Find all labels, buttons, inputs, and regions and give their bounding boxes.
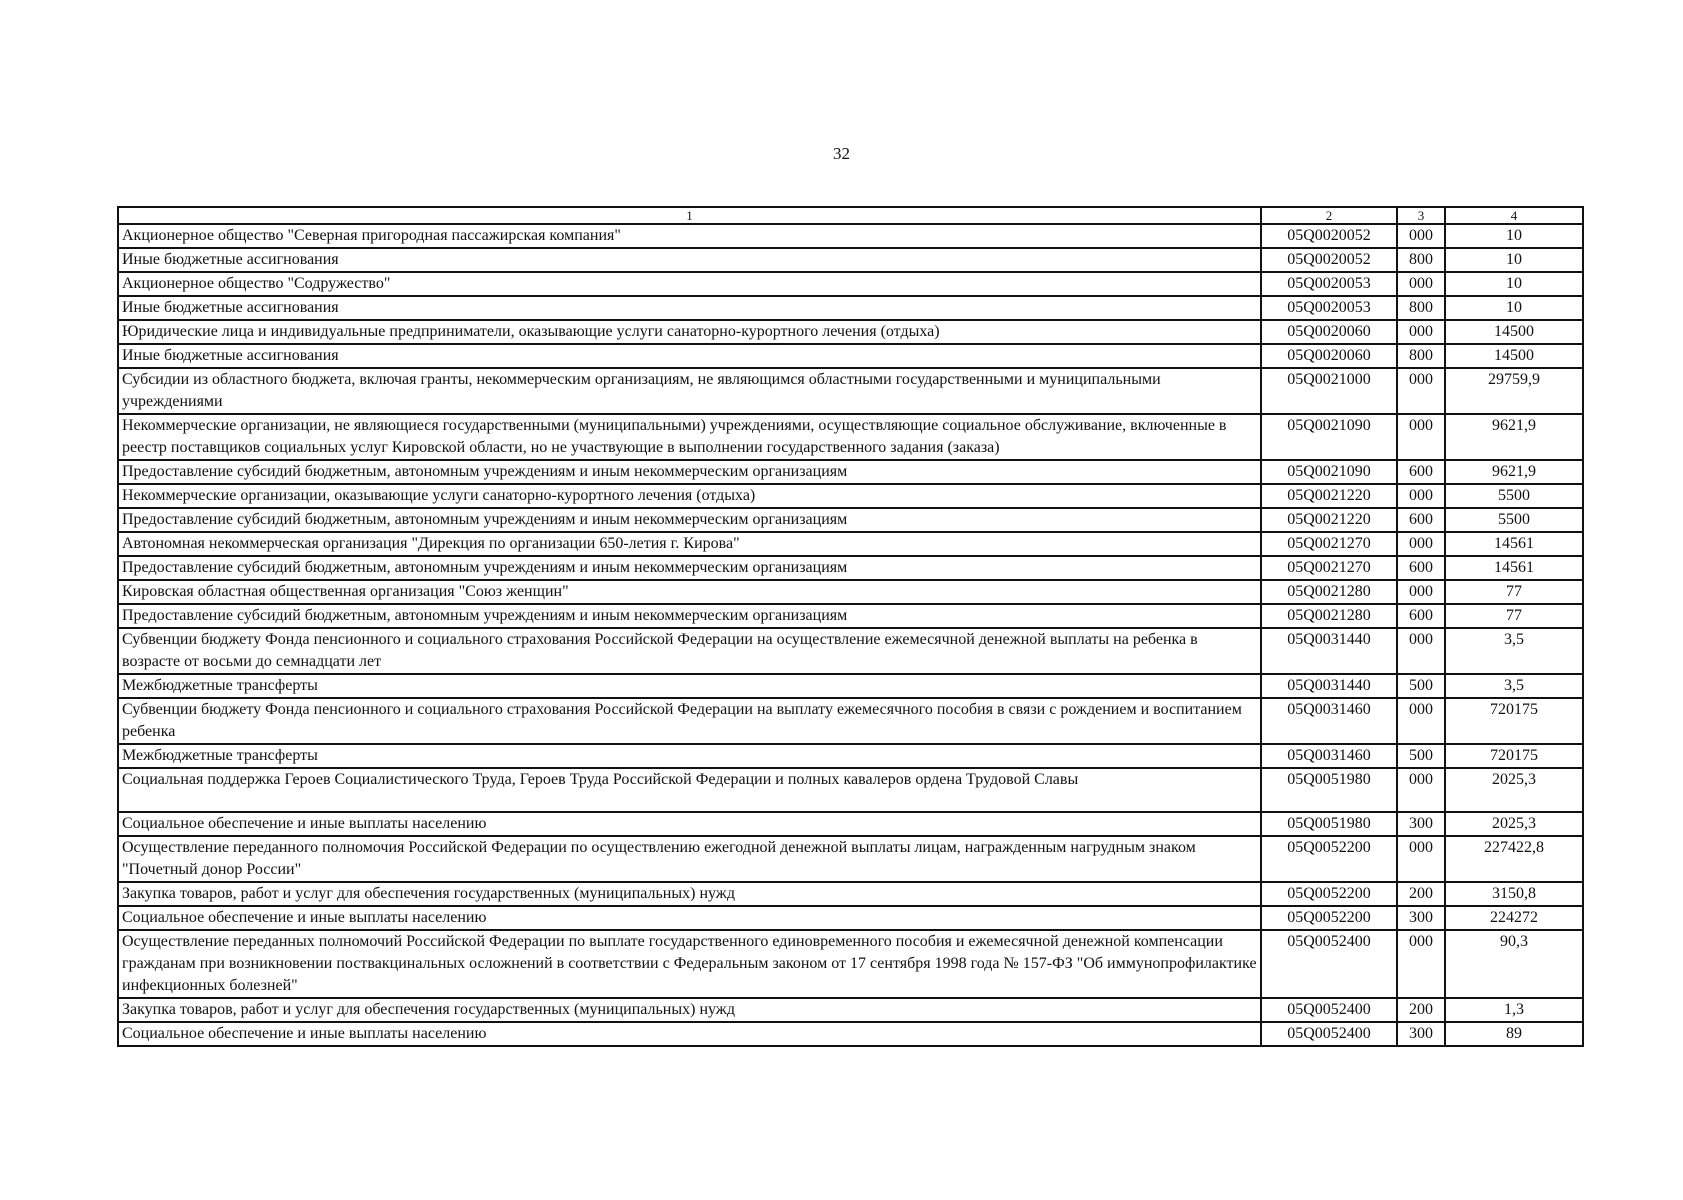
row-vr-cell: 000 [1397, 368, 1445, 414]
row-code-cell: 05Q0031440 [1261, 628, 1397, 674]
row-vr-cell: 800 [1397, 296, 1445, 320]
table-row [118, 344, 1583, 368]
row-name-cell: Социальная поддержка Героев Социалистического Труда, Героев Труда Российской Федерации и полных кавалеров ордена Трудовой Славы [118, 768, 1261, 812]
table-row [118, 508, 1583, 532]
row-sum-cell: 3,5 [1445, 628, 1583, 674]
table-row [118, 556, 1583, 580]
table-row [118, 224, 1583, 248]
table-row [118, 628, 1583, 674]
row-code-cell: 05Q0020060 [1261, 320, 1397, 344]
row-sum-cell: 224272 [1445, 906, 1583, 930]
row-name-cell: Субвенции бюджету Фонда пенсионного и социального страхования Российской Федерации на осуществление ежемесячной денежной выплаты на ребенка в возрасте от восьми до семнадцати лет [118, 628, 1261, 674]
row-name-cell: Предоставление субсидий бюджетным, автономным учреждениям и иным некоммерческим организациям [118, 604, 1261, 628]
row-vr-cell: 600 [1397, 604, 1445, 628]
column-header-2: 2 [1261, 207, 1397, 224]
table-row [118, 460, 1583, 484]
row-code-cell: 05Q0052400 [1261, 1022, 1397, 1046]
row-name-cell: Некоммерческие организации, не являющиеся государственными (муниципальными) учреждениями, осуществляющие социальное обслуживание, включенные в реестр поставщиков социальных услуг Кировской области, но не участвующие в выполнении государственного задания (заказа) [118, 414, 1261, 460]
row-vr-cell: 300 [1397, 906, 1445, 930]
row-name-cell: Закупка товаров, работ и услуг для обеспечения государственных (муниципальных) нужд [118, 882, 1261, 906]
row-name-cell: Межбюджетные трансферты [118, 674, 1261, 698]
row-sum-cell: 9621,9 [1445, 414, 1583, 460]
table-row [118, 882, 1583, 906]
row-name-cell: Предоставление субсидий бюджетным, автономным учреждениям и иным некоммерческим организациям [118, 460, 1261, 484]
row-name-cell: Субсидии из областного бюджета, включая гранты, некоммерческим организациям, не являющимся областными государственными и муниципальными учреждениями [118, 368, 1261, 414]
row-name-cell: Автономная некоммерческая организация "Дирекция по организации 650-летия г. Кирова" [118, 532, 1261, 556]
page-number: 32 [833, 144, 850, 163]
row-name-cell: Предоставление субсидий бюджетным, автономным учреждениям и иным некоммерческим организациям [118, 556, 1261, 580]
table-row [118, 998, 1583, 1022]
row-name-cell: Иные бюджетные ассигнования [118, 344, 1261, 368]
row-sum-cell: 14500 [1445, 320, 1583, 344]
row-code-cell: 05Q0021220 [1261, 484, 1397, 508]
table-row [118, 906, 1583, 930]
row-name-cell: Иные бюджетные ассигнования [118, 248, 1261, 272]
row-vr-cell: 500 [1397, 744, 1445, 768]
row-sum-cell: 10 [1445, 248, 1583, 272]
row-vr-cell: 600 [1397, 556, 1445, 580]
table-row [118, 414, 1583, 460]
row-vr-cell: 000 [1397, 224, 1445, 248]
column-header-1: 1 [118, 207, 1261, 224]
row-vr-cell: 000 [1397, 768, 1445, 812]
row-vr-cell: 000 [1397, 272, 1445, 296]
row-sum-cell: 720175 [1445, 744, 1583, 768]
row-code-cell: 05Q0052400 [1261, 998, 1397, 1022]
row-code-cell: 05Q0051980 [1261, 768, 1397, 812]
row-code-cell: 05Q0052200 [1261, 882, 1397, 906]
row-vr-cell: 300 [1397, 812, 1445, 836]
row-code-cell: 05Q0020060 [1261, 344, 1397, 368]
table-row [118, 532, 1583, 556]
row-vr-cell: 000 [1397, 580, 1445, 604]
row-sum-cell: 3150,8 [1445, 882, 1583, 906]
table-row [118, 930, 1583, 998]
row-name-cell: Социальное обеспечение и иные выплаты населению [118, 812, 1261, 836]
row-sum-cell: 14561 [1445, 532, 1583, 556]
row-vr-cell: 300 [1397, 1022, 1445, 1046]
row-vr-cell: 000 [1397, 836, 1445, 882]
row-sum-cell: 10 [1445, 272, 1583, 296]
table-row [118, 484, 1583, 508]
row-sum-cell: 29759,9 [1445, 368, 1583, 414]
row-name-cell: Закупка товаров, работ и услуг для обеспечения государственных (муниципальных) нужд [118, 998, 1261, 1022]
row-name-cell: Социальное обеспечение и иные выплаты населению [118, 1022, 1261, 1046]
row-code-cell: 05Q0031460 [1261, 744, 1397, 768]
row-name-cell: Социальное обеспечение и иные выплаты населению [118, 906, 1261, 930]
table-header-row [118, 207, 1583, 224]
row-code-cell: 05Q0031460 [1261, 698, 1397, 744]
row-code-cell: 05Q0020052 [1261, 224, 1397, 248]
budget-table [117, 206, 1584, 1047]
row-vr-cell: 800 [1397, 248, 1445, 272]
row-code-cell: 05Q0031440 [1261, 674, 1397, 698]
row-code-cell: 05Q0052200 [1261, 836, 1397, 882]
row-name-cell: Некоммерческие организации, оказывающие услуги санаторно-курортного лечения (отдыха) [118, 484, 1261, 508]
table-row [118, 296, 1583, 320]
row-code-cell: 05Q0021270 [1261, 556, 1397, 580]
table-row [118, 812, 1583, 836]
row-code-cell: 05Q0020053 [1261, 296, 1397, 320]
row-code-cell: 05Q0052200 [1261, 906, 1397, 930]
table-row [118, 1022, 1583, 1046]
row-name-cell: Иные бюджетные ассигнования [118, 296, 1261, 320]
row-sum-cell: 5500 [1445, 508, 1583, 532]
row-code-cell: 05Q0021270 [1261, 532, 1397, 556]
row-name-cell: Субвенции бюджету Фонда пенсионного и социального страхования Российской Федерации на выплату ежемесячного пособия в связи с рождением и воспитанием ребенка [118, 698, 1261, 744]
table-row [118, 836, 1583, 882]
row-sum-cell: 90,3 [1445, 930, 1583, 998]
row-sum-cell: 3,5 [1445, 674, 1583, 698]
row-sum-cell: 77 [1445, 580, 1583, 604]
row-sum-cell: 720175 [1445, 698, 1583, 744]
row-code-cell: 05Q0021000 [1261, 368, 1397, 414]
column-header-4: 4 [1445, 207, 1583, 224]
row-sum-cell: 10 [1445, 296, 1583, 320]
row-name-cell: Юридические лица и индивидуальные предприниматели, оказывающие услуги санаторно-курортного лечения (отдыха) [118, 320, 1261, 344]
row-name-cell: Осуществление переданных полномочий Российской Федерации по выплате государственного единовременного пособия и ежемесячной денежной компенсации гражданам при возникновении поствакцинальных осложнений в соответствии с Федеральным законом от 17 сентября 1998 года № 157-ФЗ "Об иммунопрофилактике инфекционных болезней" [118, 930, 1261, 998]
row-code-cell: 05Q0021090 [1261, 460, 1397, 484]
row-vr-cell: 000 [1397, 628, 1445, 674]
row-sum-cell: 2025,3 [1445, 768, 1583, 812]
table-row [118, 604, 1583, 628]
row-vr-cell: 000 [1397, 320, 1445, 344]
row-vr-cell: 000 [1397, 484, 1445, 508]
row-sum-cell: 77 [1445, 604, 1583, 628]
table-row [118, 248, 1583, 272]
row-vr-cell: 000 [1397, 698, 1445, 744]
table-row [118, 698, 1583, 744]
row-vr-cell: 600 [1397, 460, 1445, 484]
table-row [118, 320, 1583, 344]
row-code-cell: 05Q0021280 [1261, 604, 1397, 628]
column-header-3: 3 [1397, 207, 1445, 224]
table-row [118, 368, 1583, 414]
row-code-cell: 05Q0021280 [1261, 580, 1397, 604]
row-code-cell: 05Q0020052 [1261, 248, 1397, 272]
row-sum-cell: 14500 [1445, 344, 1583, 368]
row-sum-cell: 9621,9 [1445, 460, 1583, 484]
row-code-cell: 05Q0052400 [1261, 930, 1397, 998]
row-sum-cell: 10 [1445, 224, 1583, 248]
row-vr-cell: 500 [1397, 674, 1445, 698]
row-sum-cell: 5500 [1445, 484, 1583, 508]
row-vr-cell: 000 [1397, 532, 1445, 556]
row-sum-cell: 1,3 [1445, 998, 1583, 1022]
row-sum-cell: 14561 [1445, 556, 1583, 580]
row-name-cell: Акционерное общество "Северная пригородная пассажирская компания" [118, 224, 1261, 248]
row-sum-cell: 227422,8 [1445, 836, 1583, 882]
table-row [118, 674, 1583, 698]
row-vr-cell: 600 [1397, 508, 1445, 532]
row-name-cell: Межбюджетные трансферты [118, 744, 1261, 768]
table-row [118, 580, 1583, 604]
row-vr-cell: 200 [1397, 882, 1445, 906]
row-name-cell: Предоставление субсидий бюджетным, автономным учреждениям и иным некоммерческим организациям [118, 508, 1261, 532]
row-vr-cell: 800 [1397, 344, 1445, 368]
row-code-cell: 05Q0021090 [1261, 414, 1397, 460]
row-vr-cell: 200 [1397, 998, 1445, 1022]
table-row [118, 768, 1583, 812]
row-name-cell: Акционерное общество "Содружество" [118, 272, 1261, 296]
row-code-cell: 05Q0020053 [1261, 272, 1397, 296]
row-code-cell: 05Q0021220 [1261, 508, 1397, 532]
row-sum-cell: 89 [1445, 1022, 1583, 1046]
row-sum-cell: 2025,3 [1445, 812, 1583, 836]
row-name-cell: Кировская областная общественная организация "Союз женщин" [118, 580, 1261, 604]
table-row [118, 272, 1583, 296]
row-code-cell: 05Q0051980 [1261, 812, 1397, 836]
row-name-cell: Осуществление переданного полномочия Российской Федерации по осуществлению ежегодной денежной выплаты лицам, награжденным нагрудным знаком "Почетный донор России" [118, 836, 1261, 882]
table-row [118, 744, 1583, 768]
row-vr-cell: 000 [1397, 414, 1445, 460]
row-vr-cell: 000 [1397, 930, 1445, 998]
